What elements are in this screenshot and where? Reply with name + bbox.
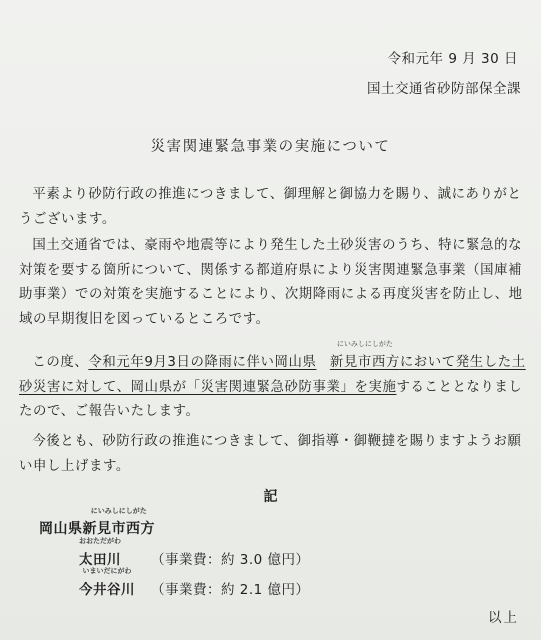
record-location-prefix: 岡山県 [39,521,83,537]
river-name: 今井谷川 [79,582,135,598]
issuing-department: 国土交通省砂防部保全課 [367,81,521,97]
river-furigana: おおただがわ [79,537,121,545]
underlined-disaster-statement: において発生した土砂災害に対して、岡山県が「災害関連緊急砂防事業」を実施 [19,355,526,395]
project-cost: （事業費：約 2.1 億円） [151,582,310,598]
underlined-date-location: 令和元年9月3日の降雨に伴い岡山県 [88,355,317,370]
paragraph-4-text: 今後とも、砂防行政の推進につきまして、御指導・御鞭撻を賜りますようお願い申し上げます。 [19,434,522,474]
project-item [79,537,310,568]
location-ruby [316,340,400,376]
paragraph-3 [19,340,527,425]
closing-mark: 以上 [488,610,519,626]
paragraph-2-text: 国土交通省では、豪雨や地震等により発生した土砂災害のうち、特に緊急的な対策を要する箇所について、関係する都道府県により災害関連緊急事業（国庫補助事業）での対策を実施することにより、次期降雨による再度災害を防止し、地域の早期復旧を図っているところです。 [19,238,523,327]
paragraph-3-intro: この度、 [32,355,89,370]
project-item [79,567,310,598]
location-name: 新見市西方 [329,355,400,370]
document-title: 災害関連緊急事業の実施について [150,139,391,155]
location-furigana: にいみしにしがた [336,340,393,348]
record-location-name: 新見市西方 [82,521,155,537]
river-name: 太田川 [79,552,121,568]
record-location-furigana: にいみしにしがた [90,507,147,515]
record-location [39,507,155,538]
paragraph-4 [19,430,527,479]
document-date: 令和元年 9 月 30 日 [387,51,518,67]
paragraph-3-closing: することとなりましたので、ご報告いたします。 [19,379,523,420]
record-heading: 記 [263,489,278,505]
river-name-ruby [79,537,121,568]
river-name-ruby [79,567,135,598]
record-location-ruby [82,507,156,538]
paragraph-1-text: 平素より砂防行政の推進につきまして、御理解と御協力を賜り、誠にありがとうございます。 [19,187,522,227]
paragraph-3-text [19,340,527,425]
paragraph-2 [19,234,527,332]
river-furigana: いまいだにがわ [82,567,132,575]
paragraph-1 [19,183,527,232]
project-cost: （事業費：約 3.0 億円） [151,552,310,568]
